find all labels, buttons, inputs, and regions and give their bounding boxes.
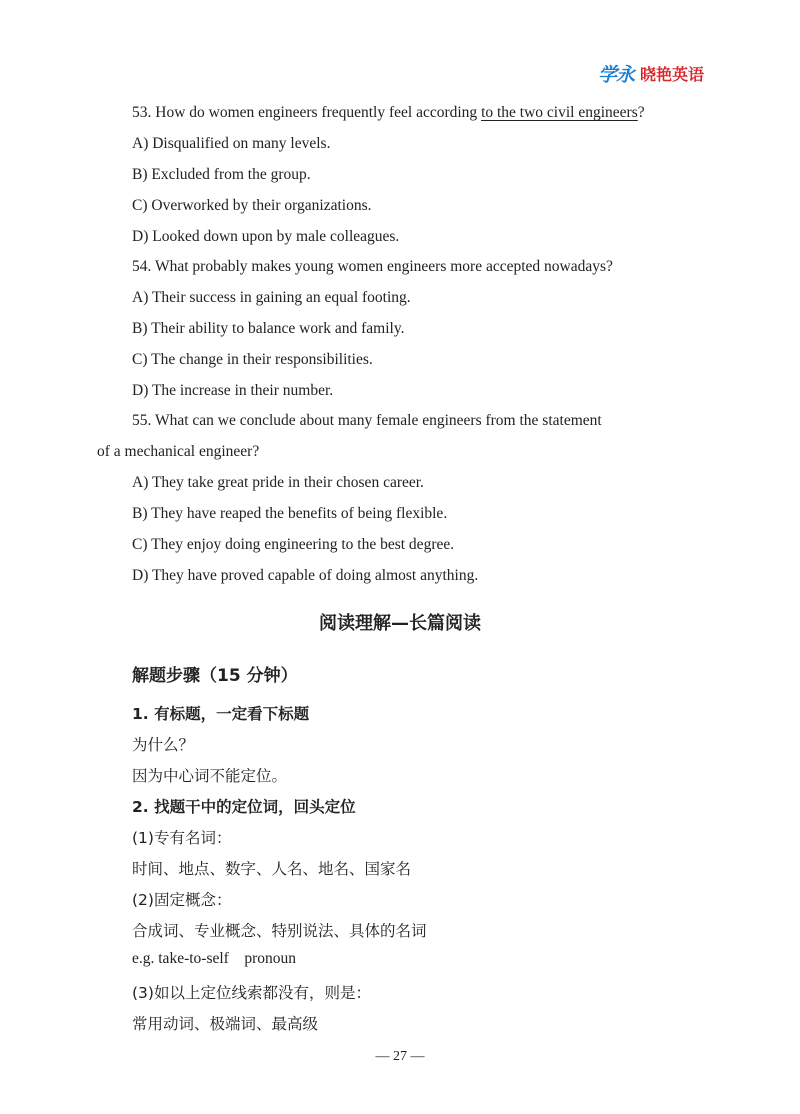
q54-option-b: B) Their ability to balance work and family. <box>132 320 405 337</box>
question-53-underlined: to the two civil engineers <box>481 104 638 121</box>
question-53-mark: ? <box>637 104 645 121</box>
step-text: 合成词、专业概念、特别说法、具体的名词 <box>132 922 427 940</box>
question-55-stem-line2: of a mechanical engineer? <box>97 443 260 460</box>
question-53-text: 53. How do women engineers frequently feel according <box>132 104 482 121</box>
q55-option-a: A) They take great pride in their chosen career. <box>132 474 424 491</box>
question-55-stem-line1: 55. What can we conclude about many female engineers from the statement <box>132 412 602 429</box>
logo-mark: 学永 <box>597 64 634 86</box>
logo-text: 晓艳英语 <box>639 65 704 84</box>
q54-option-a: A) Their success in gaining an equal footing. <box>132 289 411 306</box>
step-text: 时间、地点、数字、人名、地名、国家名 <box>132 860 412 878</box>
q54-option-c: C) The change in their responsibilities. <box>132 351 373 368</box>
q53-option-a: A) Disqualified on many levels. <box>132 135 331 152</box>
step-text: 为什么？ <box>132 736 195 754</box>
q55-option-d: D) They have proved capable of doing almost anything. <box>132 567 479 584</box>
step-1-heading: 1. 有标题，一定看下标题 <box>132 705 310 723</box>
steps-title: 解题步骤（15 分钟） <box>132 666 298 686</box>
question-53-stem <box>132 104 645 122</box>
step-text: 常用动词、极端词、最高级 <box>132 1015 319 1033</box>
q54-option-d: D) The increase in their number. <box>132 382 334 399</box>
section-title: 阅读理解—长篇阅读 <box>319 613 481 634</box>
step-text: (1)专有名词： <box>132 829 232 847</box>
step-text: (3)如以上定位线索都没有，则是： <box>132 984 371 1002</box>
page-number: — 27 — <box>375 1049 425 1064</box>
step-2-heading: 2. 找题干中的定位词，回头定位 <box>132 798 356 816</box>
step-text: 因为中心词不能定位。 <box>132 767 288 785</box>
q55-option-b: B) They have reaped the benefits of being flexible. <box>132 505 448 522</box>
q53-option-d: D) Looked down upon by male colleagues. <box>132 228 400 245</box>
q55-option-c: C) They enjoy doing engineering to the best degree. <box>132 536 455 553</box>
question-54-stem: 54. What probably makes young women engineers more accepted nowadays? <box>132 258 613 275</box>
step-text: (2)固定概念： <box>132 891 232 909</box>
q53-option-c: C) Overworked by their organizations. <box>132 197 372 214</box>
q53-option-b: B) Excluded from the group. <box>132 166 311 183</box>
publisher-logo <box>598 60 704 87</box>
step-example: e.g. take-to-self pronoun <box>132 950 296 967</box>
